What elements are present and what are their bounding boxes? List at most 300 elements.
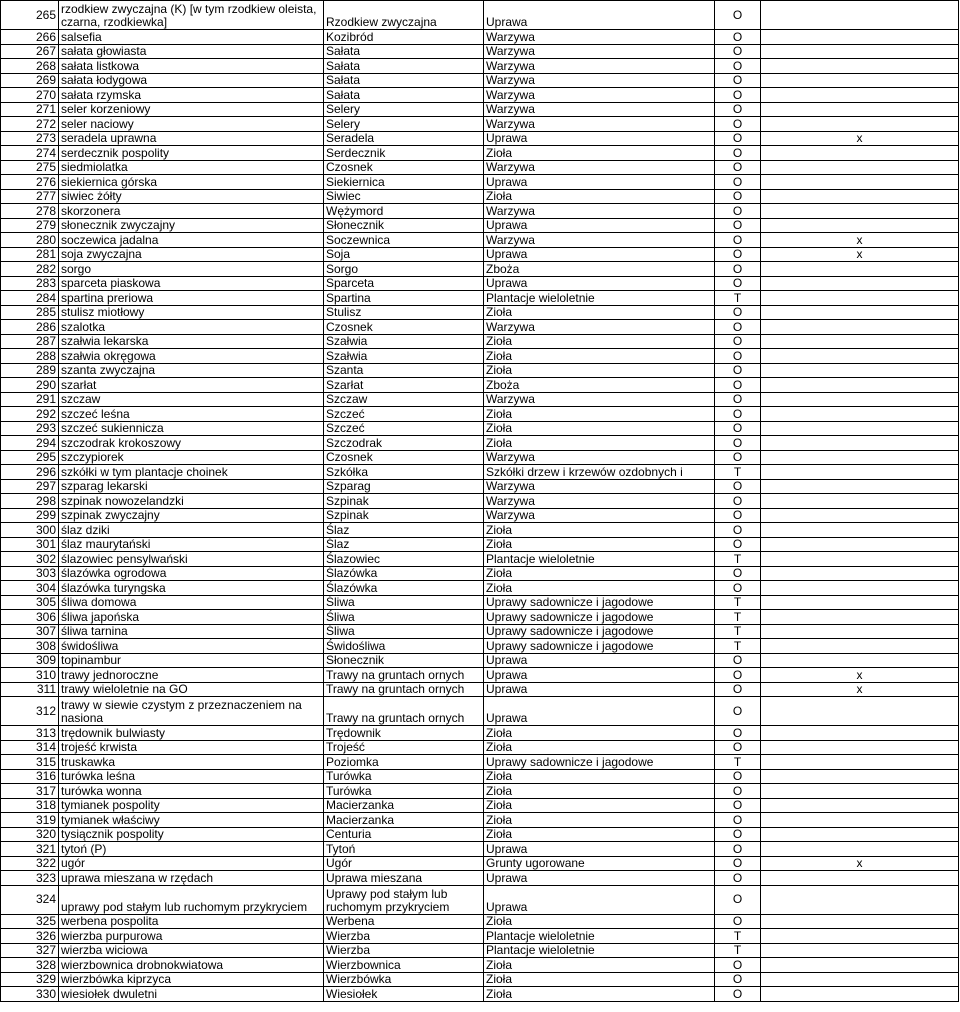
crop-name: trawy jednoroczne (59, 668, 324, 683)
crop-group: Warzywa (484, 102, 715, 117)
crop-group: Zboża (484, 378, 715, 393)
crop-species: Tytoń (324, 842, 484, 857)
row-number: 278 (1, 204, 59, 219)
crop-group: Zioła (484, 523, 715, 538)
crop-group: Uprawa (484, 218, 715, 233)
table-row (1, 552, 959, 567)
crop-mark (761, 378, 959, 393)
crop-code: O (715, 523, 761, 538)
crop-name: wierzbówka kiprzyca (59, 972, 324, 987)
row-number: 308 (1, 639, 59, 654)
crop-name: ślazówka turyngska (59, 581, 324, 596)
crop-code: O (715, 653, 761, 668)
crop-group: Plantacje wieloletnie (484, 552, 715, 567)
row-number: 290 (1, 378, 59, 393)
row-number: 298 (1, 494, 59, 509)
crop-name: siedmiolatka (59, 160, 324, 175)
crop-mark (761, 189, 959, 204)
crop-group: Zioła (484, 436, 715, 451)
crop-group: Zioła (484, 421, 715, 436)
crop-species: Szarłat (324, 378, 484, 393)
crop-species: Sparceta (324, 276, 484, 291)
crop-species: Szczodrak (324, 436, 484, 451)
crop-name: siekiernica górska (59, 175, 324, 190)
crop-group: Zioła (484, 581, 715, 596)
crop-mark (761, 639, 959, 654)
crop-species: Ślazówka (324, 581, 484, 596)
row-number: 279 (1, 218, 59, 233)
row-number: 314 (1, 740, 59, 755)
crop-group: Zioła (484, 784, 715, 799)
crop-name: truskawka (59, 755, 324, 770)
table-row (1, 885, 959, 914)
table-row (1, 320, 959, 335)
crop-name: sparceta piaskowa (59, 276, 324, 291)
crop-name: wierzbownica drobnokwiatowa (59, 958, 324, 973)
row-number: 328 (1, 958, 59, 973)
row-number: 271 (1, 102, 59, 117)
table-row (1, 958, 959, 973)
row-number: 309 (1, 653, 59, 668)
table-row (1, 943, 959, 958)
crop-name: soja zwyczajna (59, 247, 324, 262)
crop-mark: x (761, 856, 959, 871)
row-number: 322 (1, 856, 59, 871)
crop-code: T (715, 639, 761, 654)
crop-name: śliwa japońska (59, 610, 324, 625)
crop-mark (761, 421, 959, 436)
crop-mark (761, 450, 959, 465)
crop-name: sałata listkowa (59, 59, 324, 74)
crop-name: trojeść krwista (59, 740, 324, 755)
crop-mark (761, 392, 959, 407)
table-row (1, 1, 959, 30)
crop-name: ślazówka ogrodowa (59, 566, 324, 581)
crop-group: Zioła (484, 972, 715, 987)
row-number: 323 (1, 871, 59, 886)
crop-mark (761, 363, 959, 378)
crop-name: wierzba purpurowa (59, 929, 324, 944)
row-number: 288 (1, 349, 59, 364)
crop-mark (761, 407, 959, 422)
crop-species: Siekiernica (324, 175, 484, 190)
crop-group: Szkółki drzew i krzewów ozdobnych i (484, 465, 715, 480)
crop-group: Zioła (484, 189, 715, 204)
crop-code: O (715, 407, 761, 422)
table-row (1, 407, 959, 422)
crop-group: Warzywa (484, 233, 715, 248)
row-number: 319 (1, 813, 59, 828)
table-row (1, 175, 959, 190)
crop-species: Szpinak (324, 494, 484, 509)
crop-code: O (715, 798, 761, 813)
crop-code: O (715, 987, 761, 1002)
crop-code: O (715, 566, 761, 581)
crop-species: Selery (324, 102, 484, 117)
crop-mark (761, 798, 959, 813)
crop-mark (761, 726, 959, 741)
row-number: 282 (1, 262, 59, 277)
crop-code: O (715, 436, 761, 451)
table-row (1, 291, 959, 306)
crop-name: skorzonera (59, 204, 324, 219)
crop-name: szczodrak krokoszowy (59, 436, 324, 451)
crop-species: Szkółka (324, 465, 484, 480)
crop-code: O (715, 247, 761, 262)
crop-group: Uprawa (484, 682, 715, 697)
crop-name: świdośliwa (59, 639, 324, 654)
table-row (1, 972, 959, 987)
crop-code: O (715, 827, 761, 842)
crop-species: Werbena (324, 914, 484, 929)
crop-name: szpinak zwyczajny (59, 508, 324, 523)
table-row (1, 276, 959, 291)
crop-group: Zioła (484, 813, 715, 828)
crop-group: Warzywa (484, 117, 715, 132)
crop-species: Wierzbownica (324, 958, 484, 973)
crop-code: O (715, 175, 761, 190)
crop-species: Sorgo (324, 262, 484, 277)
crop-code: O (715, 262, 761, 277)
crop-code: O (715, 392, 761, 407)
crop-code: O (715, 30, 761, 45)
table-row (1, 595, 959, 610)
crop-code: O (715, 59, 761, 74)
row-number: 310 (1, 668, 59, 683)
table-row (1, 987, 959, 1002)
table-row (1, 624, 959, 639)
crop-mark (761, 334, 959, 349)
crop-species: Ślazówka (324, 566, 484, 581)
crop-mark (761, 827, 959, 842)
table-row (1, 204, 959, 219)
table-row (1, 305, 959, 320)
crop-mark (761, 755, 959, 770)
crop-code: O (715, 856, 761, 871)
crop-mark (761, 59, 959, 74)
crop-group: Warzywa (484, 88, 715, 103)
table-row (1, 88, 959, 103)
crop-code: O (715, 305, 761, 320)
table-row (1, 798, 959, 813)
table-row (1, 30, 959, 45)
crop-code: O (715, 813, 761, 828)
crop-code: O (715, 784, 761, 799)
crop-name: ugór (59, 856, 324, 871)
crop-species: Uprawy pod stałym lub ruchomym przykryciem (324, 885, 484, 914)
crop-species: Szpinak (324, 508, 484, 523)
crop-mark (761, 595, 959, 610)
crop-group: Zioła (484, 958, 715, 973)
crop-code: O (715, 726, 761, 741)
crop-name: seler korzeniowy (59, 102, 324, 117)
crop-species: Uprawa mieszana (324, 871, 484, 886)
crop-species: Śliwa (324, 595, 484, 610)
crop-name: szałwia lekarska (59, 334, 324, 349)
crop-code: T (715, 929, 761, 944)
crop-name: turówka leśna (59, 769, 324, 784)
table-row (1, 131, 959, 146)
crop-mark (761, 218, 959, 233)
crop-species: Świdośliwa (324, 639, 484, 654)
crop-group: Warzywa (484, 494, 715, 509)
crop-group: Zioła (484, 146, 715, 161)
crop-name: wiesiołek dwuletni (59, 987, 324, 1002)
crop-group: Warzywa (484, 204, 715, 219)
crop-species: Szałwia (324, 334, 484, 349)
crop-name: ślazowiec pensylwański (59, 552, 324, 567)
crop-mark (761, 494, 959, 509)
crop-code: O (715, 697, 761, 726)
crop-mark (761, 508, 959, 523)
crop-mark (761, 175, 959, 190)
crop-species: Słonecznik (324, 653, 484, 668)
crop-group: Zioła (484, 740, 715, 755)
table-row (1, 44, 959, 59)
crop-mark (761, 552, 959, 567)
crop-species: Sałata (324, 59, 484, 74)
row-number: 283 (1, 276, 59, 291)
crop-name: szałwia okręgowa (59, 349, 324, 364)
row-number: 301 (1, 537, 59, 552)
row-number: 330 (1, 987, 59, 1002)
crop-code: O (715, 581, 761, 596)
crop-group: Zioła (484, 363, 715, 378)
crop-group: Zioła (484, 827, 715, 842)
crop-name: sorgo (59, 262, 324, 277)
row-number: 312 (1, 697, 59, 726)
crop-name: trawy wieloletnie na GO (59, 682, 324, 697)
crop-name: szczypiorek (59, 450, 324, 465)
row-number: 285 (1, 305, 59, 320)
crop-group: Uprawa (484, 871, 715, 886)
table-row (1, 755, 959, 770)
crop-name: sałata głowiasta (59, 44, 324, 59)
crop-species: Sałata (324, 73, 484, 88)
crop-code: O (715, 871, 761, 886)
crop-group: Warzywa (484, 59, 715, 74)
crop-code: O (715, 914, 761, 929)
crop-name: słonecznik zwyczajny (59, 218, 324, 233)
crop-species: Wierzbówka (324, 972, 484, 987)
crop-mark (761, 479, 959, 494)
crop-table-body (1, 1, 959, 1002)
crop-code: O (715, 842, 761, 857)
crop-mark (761, 523, 959, 538)
row-number: 306 (1, 610, 59, 625)
table-row (1, 218, 959, 233)
crop-group: Warzywa (484, 30, 715, 45)
row-number: 294 (1, 436, 59, 451)
crop-group: Uprawa (484, 1, 715, 30)
crop-mark (761, 537, 959, 552)
crop-group: Uprawy sadownicze i jagodowe (484, 610, 715, 625)
row-number: 304 (1, 581, 59, 596)
crop-code: O (715, 537, 761, 552)
table-row (1, 856, 959, 871)
table-row (1, 334, 959, 349)
crop-name: uprawy pod stałym lub ruchomym przykryciem (59, 885, 324, 914)
table-row (1, 508, 959, 523)
table-row (1, 914, 959, 929)
table-row (1, 581, 959, 596)
crop-group: Uprawa (484, 668, 715, 683)
crop-name: topinambur (59, 653, 324, 668)
row-number: 297 (1, 479, 59, 494)
crop-species: Seradela (324, 131, 484, 146)
crop-species: Kozibród (324, 30, 484, 45)
table-row (1, 726, 959, 741)
row-number: 313 (1, 726, 59, 741)
crop-code: T (715, 943, 761, 958)
crop-species: Turówka (324, 784, 484, 799)
crop-group: Uprawy sadownicze i jagodowe (484, 639, 715, 654)
crop-name: szparag lekarski (59, 479, 324, 494)
crop-species: Serdecznik (324, 146, 484, 161)
crop-mark (761, 972, 959, 987)
crop-group: Warzywa (484, 450, 715, 465)
crop-code: O (715, 233, 761, 248)
row-number: 295 (1, 450, 59, 465)
crop-species: Szczeć (324, 421, 484, 436)
crop-name: salsefia (59, 30, 324, 45)
crop-code: O (715, 421, 761, 436)
crop-code: T (715, 552, 761, 567)
table-row (1, 639, 959, 654)
crop-mark (761, 871, 959, 886)
table-row (1, 784, 959, 799)
table-row (1, 421, 959, 436)
crop-group: Uprawy sadownicze i jagodowe (484, 755, 715, 770)
crop-mark: x (761, 247, 959, 262)
crop-species: Czosnek (324, 160, 484, 175)
row-number: 275 (1, 160, 59, 175)
row-number: 318 (1, 798, 59, 813)
crop-mark: x (761, 682, 959, 697)
crop-name: szpinak nowozelandzki (59, 494, 324, 509)
crop-species: Poziomka (324, 755, 484, 770)
crop-species: Turówka (324, 769, 484, 784)
crop-species: Wierzba (324, 929, 484, 944)
row-number: 317 (1, 784, 59, 799)
crop-name: śliwa tarnina (59, 624, 324, 639)
row-number: 324 (1, 885, 59, 914)
crop-code: O (715, 682, 761, 697)
row-number: 287 (1, 334, 59, 349)
crop-group: Zioła (484, 566, 715, 581)
table-row (1, 479, 959, 494)
crop-code: O (715, 740, 761, 755)
crop-code: O (715, 972, 761, 987)
table-row (1, 247, 959, 262)
crop-name: tysiącznik pospolity (59, 827, 324, 842)
row-number: 281 (1, 247, 59, 262)
row-number: 302 (1, 552, 59, 567)
row-number: 274 (1, 146, 59, 161)
crop-group: Uprawy sadownicze i jagodowe (484, 624, 715, 639)
row-number: 289 (1, 363, 59, 378)
row-number: 286 (1, 320, 59, 335)
crop-mark (761, 987, 959, 1002)
table-row (1, 349, 959, 364)
crop-group: Zioła (484, 987, 715, 1002)
crop-code: O (715, 668, 761, 683)
crop-name: szkółki w tym plantacje choinek (59, 465, 324, 480)
crop-mark (761, 436, 959, 451)
crop-species: Centuria (324, 827, 484, 842)
crop-name: tymianek właściwy (59, 813, 324, 828)
crop-code: T (715, 291, 761, 306)
crop-mark (761, 305, 959, 320)
crop-code: O (715, 204, 761, 219)
crop-group: Warzywa (484, 479, 715, 494)
row-number: 269 (1, 73, 59, 88)
crop-mark (761, 146, 959, 161)
crop-group: Zioła (484, 537, 715, 552)
crop-name: turówka wonna (59, 784, 324, 799)
table-row (1, 566, 959, 581)
crop-species: Ślaz (324, 537, 484, 552)
crop-mark (761, 320, 959, 335)
crop-species: Słonecznik (324, 218, 484, 233)
crop-code: O (715, 450, 761, 465)
crop-name: szczeć leśna (59, 407, 324, 422)
row-number: 326 (1, 929, 59, 944)
crop-species: Selery (324, 117, 484, 132)
crop-mark (761, 566, 959, 581)
crop-mark (761, 697, 959, 726)
crop-name: seradela uprawna (59, 131, 324, 146)
crop-name: uprawa mieszana w rzędach (59, 871, 324, 886)
crop-species: Ślazowiec (324, 552, 484, 567)
table-row (1, 262, 959, 277)
crop-mark (761, 117, 959, 132)
row-number: 292 (1, 407, 59, 422)
crop-group: Zioła (484, 769, 715, 784)
crop-group: Warzywa (484, 392, 715, 407)
crop-group: Zboża (484, 262, 715, 277)
crop-code: T (715, 610, 761, 625)
row-number: 299 (1, 508, 59, 523)
crop-group: Zioła (484, 726, 715, 741)
crop-species: Czosnek (324, 320, 484, 335)
table-row (1, 842, 959, 857)
table-row (1, 537, 959, 552)
table-row (1, 465, 959, 480)
crop-code: O (715, 44, 761, 59)
crop-code: T (715, 465, 761, 480)
crop-species: Macierzanka (324, 813, 484, 828)
crop-group: Uprawa (484, 276, 715, 291)
crop-species: Trawy na gruntach ornych (324, 697, 484, 726)
crop-name: seler naciowy (59, 117, 324, 132)
crop-mark (761, 943, 959, 958)
crop-code: O (715, 117, 761, 132)
row-number: 265 (1, 1, 59, 30)
crop-name: stulisz miotłowy (59, 305, 324, 320)
table-row (1, 363, 959, 378)
crop-species: Spartina (324, 291, 484, 306)
row-number: 300 (1, 523, 59, 538)
crop-code: T (715, 755, 761, 770)
crop-name: trawy w siewie czystym z przeznaczeniem na nasiona (59, 697, 324, 726)
crop-group: Plantacje wieloletnie (484, 943, 715, 958)
crop-group: Warzywa (484, 320, 715, 335)
crop-mark (761, 204, 959, 219)
row-number: 321 (1, 842, 59, 857)
crop-species: Stulisz (324, 305, 484, 320)
crop-code: O (715, 885, 761, 914)
